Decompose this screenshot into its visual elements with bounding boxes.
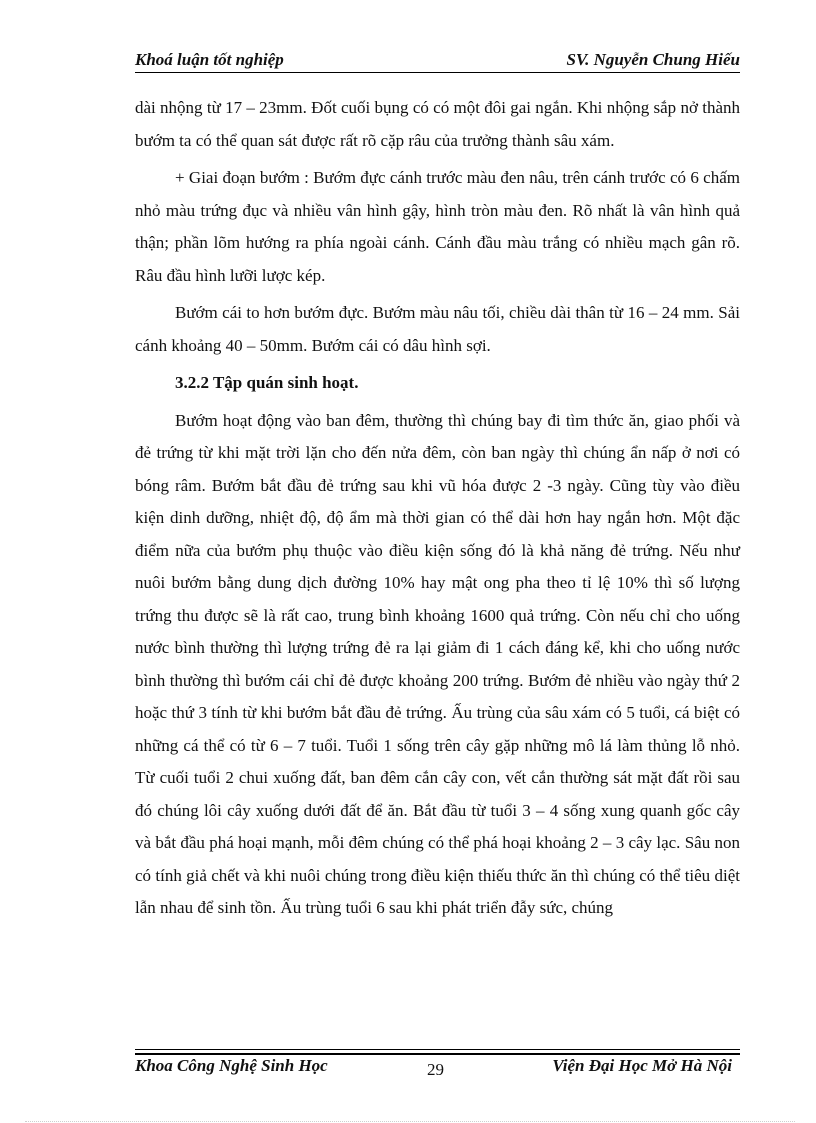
paragraph-female-moth: Bướm cái to hơn bướm đực. Bướm màu nâu tối, chiều dài thân từ 16 – 24 mm. Sải cánh khoảng 40 – 50mm. Bướm cái có dâu hình sợi. [135, 303, 740, 355]
paragraph-pupa-continued: dài nhộng từ 17 – 23mm. Đốt cuối bụng có có một đôi gai ngắn. Khi nhộng sắp nở thành bướm ta có thể quan sát được rất rõ cặp râu của trưởng thành sâu xám. [135, 98, 740, 150]
header-divider [135, 72, 740, 73]
page-header [135, 48, 740, 72]
footer-faculty: Khoa Công Nghệ Sinh Học [135, 1056, 328, 1075]
footer-divider-thick [135, 1053, 740, 1055]
page-bottom-border [25, 1121, 795, 1122]
header-thesis-label: Khoá luận tốt nghiệp [135, 50, 284, 69]
page-footer [135, 1056, 740, 1082]
section-heading: 3.2.2 Tập quán sinh hoạt. [175, 373, 359, 392]
footer-divider-thin [135, 1049, 740, 1050]
paragraph-habits: Bướm hoạt động vào ban đêm, thường thì chúng bay đi tìm thức ăn, giao phối và đẻ trứng từ khi mặt trời lặn cho đến nửa đêm, còn ban ngày thì chúng ẩn nấp ở nơi có bóng râm. Bướm bắt đầu đẻ trứng sau khi vũ hóa được 2 -3 ngày. Cũng tùy vào điều kiện dinh dưỡng, nhiệt độ, độ ẩm mà thời gian có thể dài hơn hay ngắn hơn. Một đặc điểm nữa của bướm phụ thuộc vào điều kiện sống đó là khả năng đẻ trứng. Nếu như nuôi bướm bằng dung dịch đường 10% hay mật ong pha theo tỉ lệ 10% thì số lượng trứng thu được sẽ là rất cao, trung bình khoảng 1600 quả trứng. Còn nếu chỉ cho uống nước bình thường thì lượng trứng đẻ ra lại giảm đi 1 cách đáng kể, khi cho uống nước bình thường thì bướm cái chỉ đẻ được khoảng 200 trứng. Bướm đẻ nhiều vào ngày thứ 2 hoặc thứ 3 tính từ khi bướm bắt đầu đẻ trứng. Ấu trùng của sâu xám có 5 tuổi, cá biệt có những cá thể có từ 6 – 7 tuổi. Tuổi 1 sống trên cây gặp những mô lá làm thủng lỗ nhỏ. Từ cuối tuổi 2 chui xuống đất, ban đêm cắn cây con, vết cắn thường sát mặt đất rồi sau đó chúng lôi cây xuống dưới đất để ăn. Bắt đầu từ tuổi 3 – 4 sống xung quanh gốc cây và bắt đầu phá hoại mạnh, mỗi đêm chúng có thể phá hoại khoảng 2 – 3 cây lạc. Sâu non có tính giả chết và khi nuôi chúng trong điều kiện thiếu thức ăn thì chúng có thể tiêu diệt lẫn nhau để sinh tồn. Ấu trùng tuổi 6 sau khi phát triển đẫy sức, chúng [135, 410, 740, 917]
page-number: 29 [427, 1060, 444, 1079]
paragraph-moth-stage: + Giai đoạn bướm : Bướm đực cánh trước màu đen nâu, trên cánh trước có 6 chấm nhỏ màu trứng đục và nhiều vân hình gậy, hình tròn màu đen. Rõ nhất là vân hình quả thận; phần lõm hướng ra phía ngoài cánh. Cánh đầu màu trắng có nhiều mạch gân rõ. Râu đầu hình lưỡi lược kép. [135, 168, 740, 285]
header-student-name: SV. Nguyễn Chung Hiếu [566, 50, 740, 69]
document-body [135, 92, 740, 930]
footer-university: Viện Đại Học Mở Hà Nội [552, 1056, 732, 1075]
